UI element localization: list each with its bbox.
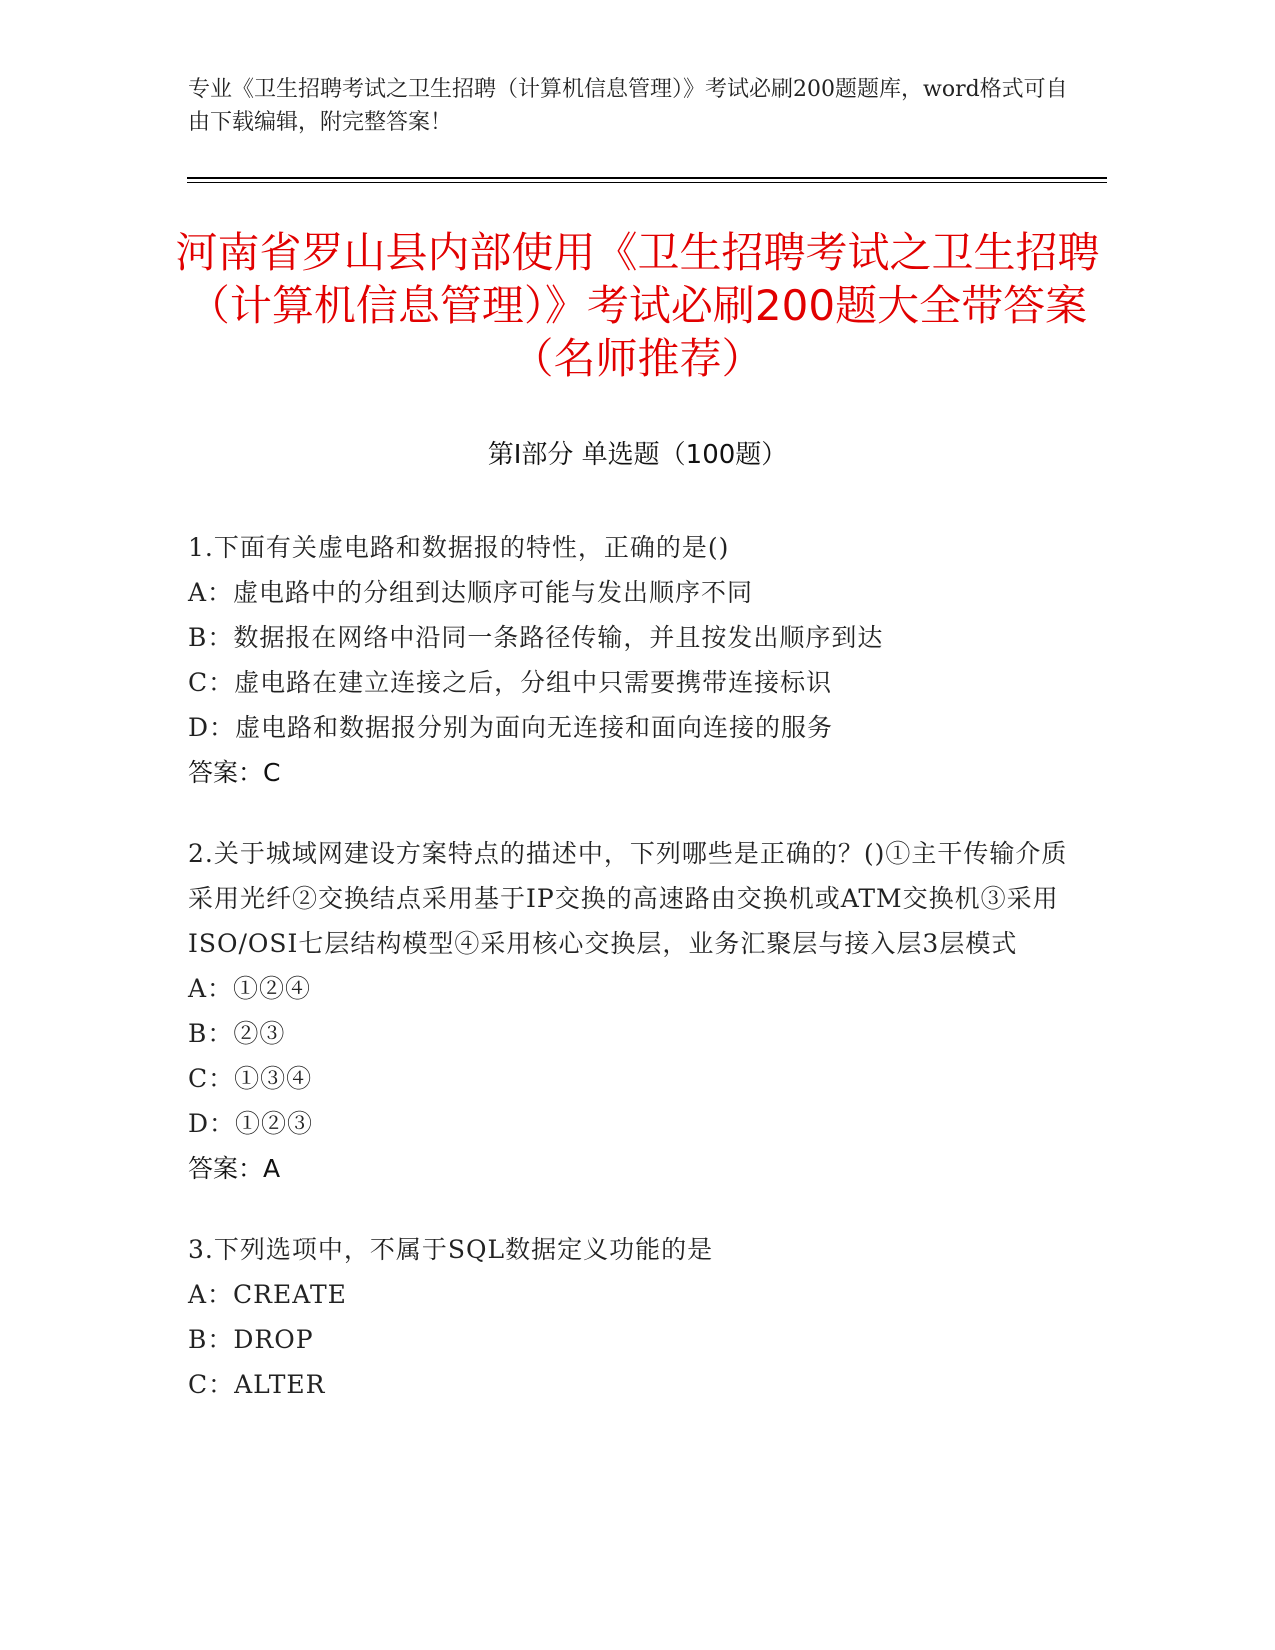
- header-divider-thick: [187, 177, 1107, 179]
- option-d: D：①②③: [188, 1109, 314, 1138]
- document-title: 河南省罗山县内部使用《卫生招聘考试之卫生招聘（计算机信息管理）》考试必刷200题大全带答案（名师推荐）: [175, 228, 1100, 383]
- answer: 答案：A: [188, 1154, 281, 1183]
- question-stem: 3.下列选项中，不属于SQL数据定义功能的是: [188, 1235, 714, 1264]
- option-c: C：①③④: [188, 1064, 313, 1093]
- question-1: [188, 525, 1068, 795]
- option-c: C：虚电路在建立连接之后，分组中只需要携带连接标识: [188, 668, 833, 697]
- option-b: B：②③: [188, 1019, 286, 1048]
- question-list: [188, 525, 1068, 1443]
- question-stem: 2.关于城域网建设方案特点的描述中，下列哪些是正确的？()①主干传输介质采用光纤②交换结点采用基于IP交换的高速路由交换机或ATM交换机③采用ISO/OSI七层结构模型④采用核心交换层，业务汇聚层与接入层3层模式: [188, 839, 1068, 958]
- option-d: D：虚电路和数据报分别为面向无连接和面向连接的服务: [188, 713, 834, 742]
- option-a: A：①②④: [188, 974, 312, 1003]
- option-a: A：CREATE: [188, 1280, 347, 1309]
- option-b: B：DROP: [188, 1325, 314, 1354]
- header-note: 专业《卫生招聘考试之卫生招聘（计算机信息管理）》考试必刷200题题库，word格式可自由下载编辑，附完整答案！: [188, 77, 1068, 135]
- question-2: [188, 831, 1068, 1191]
- option-c: C：ALTER: [188, 1370, 326, 1399]
- option-a: A：虚电路中的分组到达顺序可能与发出顺序不同: [188, 578, 754, 607]
- header-divider-thin: [187, 182, 1107, 183]
- option-b: B：数据报在网络中沿同一条路径传输，并且按发出顺序到达: [188, 623, 884, 652]
- answer: 答案：C: [188, 758, 281, 787]
- section-title: 第I部分 单选题（100题）: [487, 440, 788, 470]
- question-stem: 1.下面有关虚电路和数据报的特性，正确的是(): [188, 533, 730, 562]
- question-3: [188, 1227, 1068, 1407]
